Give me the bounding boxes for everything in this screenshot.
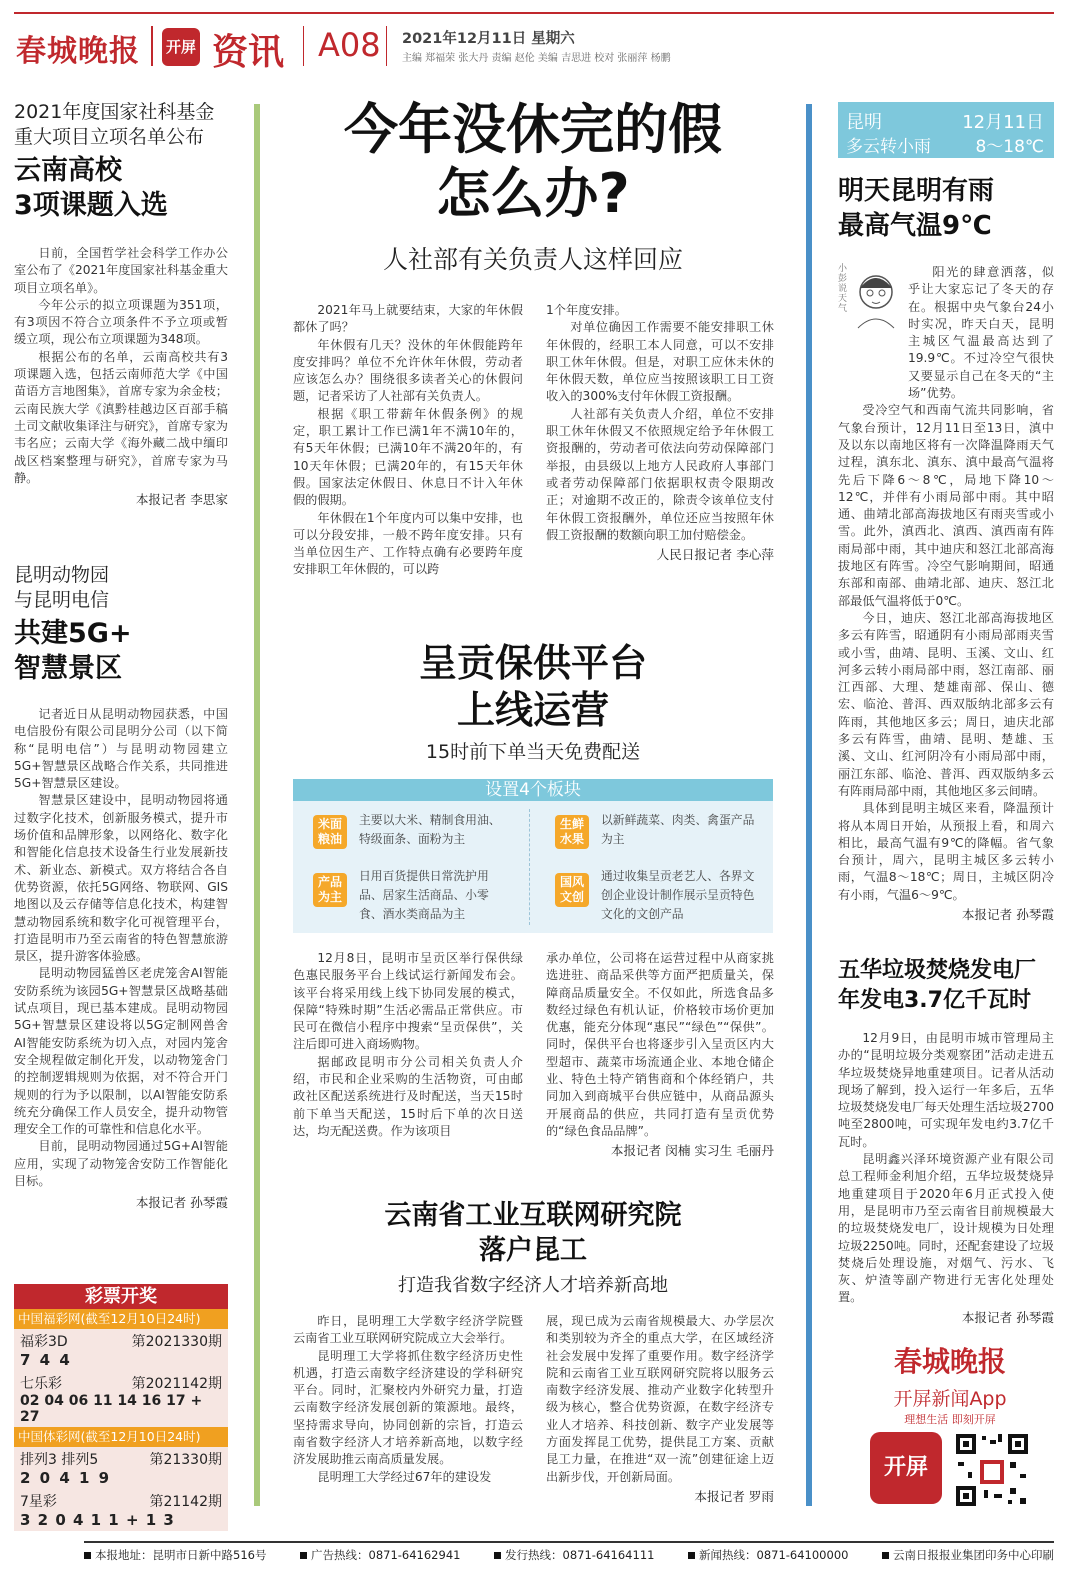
category-icon-culture: 国风文创 (555, 873, 589, 907)
weather-box (838, 102, 1054, 158)
paragraph: 目前，昆明动物园通过5G+AI智能应用，实现了动物笼舍安防工作智能化目标。 (14, 1139, 228, 1189)
lottery-issue: 第2021330期 (131, 1334, 222, 1350)
article-zoo-5g (14, 563, 228, 1211)
paragraph: 昆明动物园猛兽区老虎笼舍AI智能安防系统为该园5G+智慧景区战略基础试点项目，现已基本建成。昆明动物园5G+智慧景区建设将以5G定制网兽舍AI智能安防系统为切入点，对园内笼舍安全规程做定制化开发，以动物笼舍门的控制逻辑规则为依据，对不符合开门规则的行为予以限制，以AI智能安防系统充分确保工作人员安全，提升动物管理安全工作的可靠性和信息化水平。 (14, 966, 228, 1137)
paragraph: 受冷空气和西南气流共同影响，省气象台预计，12月11日至13日，滇中及以东以南地区将有一次降温降雨天气过程，滇东北、滇东、滇中最高气温将先后下降6～8℃，局地下降10～12℃，并伴有小雨局部中雨。其中昭通、曲靖北部高海拔地区有雨夹雪或小雪。此外，滇西北、滇西、滇西南有阵雨局部中雨，其中迪庆和怒江北部高海拔地区有阵雪。冷空气影响期间，昭通东部和南部、曲靖北部、迪庆、怒江北部最低气温将低于0℃。 (838, 403, 1054, 608)
category-desc: 主要以大米、精制食用油、特级面条、面粉为主 (359, 813, 501, 846)
footer (84, 1547, 1054, 1563)
headline-line: 上线运营 (456, 688, 609, 732)
category-icon-daily: 产品为主 (313, 873, 347, 907)
app-icon: 开屏 (870, 1432, 942, 1504)
article-headline (268, 1198, 798, 1268)
divider (303, 26, 304, 66)
headline-line: 明天昆明有雨 (838, 176, 995, 206)
category-icon-grain: 米面粮油 (313, 815, 347, 849)
column-bar-right (806, 104, 812, 1506)
article-body-col2 (546, 1313, 774, 1505)
ad-slogan: 理想生活 即刻开屏 (904, 1413, 996, 1426)
footer-item (300, 1547, 460, 1563)
footer-news-hotline: 新闻热线：0871-64100000 (699, 1548, 849, 1562)
article-body-col1 (293, 1313, 523, 1486)
paragraph: 日前，全国哲学社会科学工作办公室公布了《2021年度国家社科基金重大项目立项名单》。 (14, 246, 228, 295)
newspaper-logo: 春城晚报 (16, 34, 140, 69)
paragraph: 承办单位，公司将在运营过程中从商家挑选进驻、商品采供等方面严把质量关，保障商品质量安全。不仅如此，所选食品多数经过绿色有机认证，价格较市场价更加优惠，能充分体现“惠民”“绿色”“保供”。同时，保供平台也将逐步引入呈贡区内大型超市、蔬菜市场流通企业、本地仓储企业、特色土特产销售商和个体经销户，共同加入到商城平台供应链中，从商品源头开展商品的供应，共同打造有呈贡优势的“绿色食品品牌”。 (546, 951, 774, 1138)
editor-credits: 主编 郑福荣 张大丹 责编 赵伦 美编 吉思进 校对 张丽萍 杨鹏 (402, 53, 671, 64)
lottery-issue: 第21142期 (149, 1494, 222, 1510)
weather-temp: 8～18℃ (975, 137, 1044, 157)
app-advertisement (850, 1340, 1050, 1520)
headline-line: 年发电3.7亿千瓦时 (838, 988, 1031, 1013)
article-headline: 共建5G+ (14, 618, 132, 649)
lead-headline-line: 怎么办? (436, 162, 630, 225)
lead-headline-line: 今年没休完的假 (344, 98, 722, 161)
byline: 本报记者 李思家 (135, 492, 228, 508)
lottery-row (14, 1489, 228, 1531)
lottery-row (14, 1329, 228, 1371)
article-subheadline: 15时前下单当天免费配送 (425, 741, 641, 763)
paragraph: 对单位确因工作需要不能安排职工休年休假的，经职工本人同意，可以不安排职工休年休假。但是，对职工应休未休的年休假天数，单位应当按照该职工日工资收入的300%支付年休假工资报酬。 (546, 320, 774, 404)
section-title: 资讯 (212, 32, 285, 73)
footer-item (84, 1547, 266, 1563)
article-headline (838, 174, 1054, 244)
byline: 本报记者 孙琴霞 (961, 1309, 1054, 1325)
ad-app-name: 开屏新闻App (893, 1388, 1007, 1410)
article-body (838, 1030, 1054, 1326)
lottery-sports-header: 中国体彩网(截至12月10日24时) (14, 1427, 228, 1447)
article-headline: 云南高校 (14, 155, 122, 186)
lottery-game: 排列3 排列5 (20, 1452, 99, 1468)
footer-distribution-hotline: 发行热线：0871-64164111 (505, 1548, 655, 1562)
lottery-numbers: 7 4 4 (20, 1351, 72, 1369)
ad-logo: 春城晚报 (893, 1345, 1006, 1378)
headline-line: 最高气温9℃ (838, 211, 992, 241)
headline-line: 五华垃圾焚烧发电厂 (838, 958, 1037, 983)
paragraph: 昨日，昆明理工大学数字经济学院暨云南省工业互联网研究院成立大会举行。 (293, 1314, 523, 1346)
footer-item (688, 1547, 848, 1563)
lottery-game: 7星彩 (20, 1494, 57, 1510)
paragraph: 据邮政昆明市分公司相关负责人介绍，市民和企业采购的生活物资，可由邮政社区配送系统进行及时配送，当天15时前下单当天配送，15时后下单的次日送达，均无配送费。作为该项目 (293, 1054, 523, 1138)
top-rule (14, 12, 1054, 14)
lottery-row (14, 1447, 228, 1489)
byline: 本报记者 孙琴霞 (961, 906, 1054, 922)
article-kicker: 重大项目立项名单公布 (14, 126, 205, 148)
article-subheadline: 打造我省数字经济人才培养新高地 (398, 1275, 668, 1296)
paragraph: 今年公示的拟立项课题为351项，有3项因不符合立项条件不予立项或暂缓立项，现公布立项课题为348项。 (14, 297, 228, 347)
paragraph: 12月8日，昆明市呈贡区举行保供绿色惠民服务平台上线试运行新闻发布会。该平台将采用线上线下协同发展的模式，保障“特殊时期”生活必需品正常供应。市民可在微信小程序中搜索“呈贡保供”，关注后即可进入商场购物。 (293, 951, 523, 1052)
footer-item (882, 1547, 1054, 1563)
paragraph: 记者近日从昆明动物园获悉，中国电信股份有限公司昆明分公司（以下简称“昆明电信”）与昆明动物园建立5G+智慧景区战略合作关系，共同推进5G+智慧景区建设。 (14, 707, 228, 791)
lottery-box (14, 1284, 228, 1531)
lottery-row (14, 1371, 228, 1427)
paragraph: 今日，迪庆、怒江北部高海拔地区多云有阵雪，昭通阴有小雨局部雨夹雪或小雪，曲靖、昆明、玉溪、文山、红河多云转小雨局部中雨，怒江南部、丽江西部、大理、楚雄南部、保山、德宏、临沧、普洱、西双版纳北部多云有阵雨，其他地区多云；周日，迪庆北部多云有阵雪，曲靖、昆明、楚雄、玉溪、文山、红河阴冷有小雨局部中雨，丽江东部、临沧、普洱、西双版纳多云有阵雨局部中雨，其他地区多云间晴。 (838, 610, 1054, 798)
qr-code-icon (954, 1432, 1030, 1508)
article-social-science-fund (14, 100, 228, 508)
lottery-numbers: 3 2 0 4 1 1 + 1 3 (20, 1511, 175, 1529)
article-headline (268, 640, 798, 734)
paragraph: 2021年马上就要结束，大家的年休假都休了吗？ (293, 303, 523, 335)
weather-condition: 多云转小雨 (846, 137, 931, 157)
paragraph: 1个年度安排。 (546, 303, 627, 317)
article-kicker: 2021年度国家社科基金 (14, 101, 215, 123)
box-title: 设置4个板块 (293, 779, 773, 801)
lottery-title: 彩票开奖 (14, 1284, 228, 1309)
category-box (293, 801, 773, 933)
page-number: A08 (318, 26, 381, 64)
article-headline (838, 956, 1054, 1016)
divider (151, 26, 153, 66)
paragraph: 年休假有几天？没休的年休假能跨年度安排吗？单位不允许休年休假，劳动者应该怎么办？围绕很多读者关心的休假问题，记者采访了人社部有关负责人。 (293, 337, 523, 404)
paragraph: 12月9日，由昆明市城市管理局主办的“昆明垃圾分类观察团”活动走进五华垃圾焚烧异地重建项目。记者从活动现场了解到，投入运行一年多后，五华垃圾焚烧发电厂每天处理生活垃圾2700吨至2800吨，可实现年发电约3.7亿千瓦时。 (838, 1031, 1054, 1149)
lottery-numbers: 2 0 4 1 9 (20, 1469, 112, 1487)
byline: 人民日报记者 李心萍 (656, 547, 774, 563)
divider (386, 26, 387, 66)
column-bar-left (254, 104, 260, 1506)
avatar-label: 小彭说天气 (838, 264, 848, 314)
article-headline: 3项课题入选 (14, 190, 168, 221)
headline-line: 云南省工业互联网研究院 (384, 1200, 682, 1231)
footer-address: 本报地址：昆明市日新中路516号 (95, 1548, 267, 1562)
paragraph: 智慧景区建设中，昆明动物园将通过数字化技术，创新服务模式，提升市场价值和品牌形象，以网络化、数字化和智能化信息技术设备生行业发展新技术、新业态、新模式。双方将结合各自优势资源，依托5G网络、物联网、GIS地图以及云存储等信息化技术，构建智慧动物园系统和数字化可视管理平台，打造昆明市乃至云南省的特色智慧旅游景区，提升游客体验感。 (14, 793, 228, 964)
paragraph: 昆明鑫兴泽环境资源产业有限公司总工程师金利旭介绍，五华垃圾焚烧异地重建项目于2020年6月正式投入使用，是昆明市乃至云南省目前规模最大的垃圾焚烧发电厂，设计规模为日处理垃圾2250吨。同时，还配套建设了垃圾焚烧后处理设施，对烟气、污水、飞灰、炉渣等副产物进行无害化处理处置。 (838, 1152, 1054, 1305)
lottery-issue: 第21330期 (149, 1452, 222, 1468)
lead-subheadline: 人社部有关负责人这样回应 (382, 245, 683, 274)
issue-date: 2021年12月11日 星期六 (402, 31, 575, 47)
divider (529, 809, 530, 925)
article-kicker: 昆明动物园 (14, 564, 110, 586)
lottery-welfare-header: 中国福彩网(截至12月10日24时) (14, 1309, 228, 1329)
byline: 本报记者 孙琴霞 (135, 1195, 228, 1211)
byline: 本报记者 闵楠 实习生 毛丽丹 (610, 1143, 774, 1159)
weather-city: 昆明 (846, 112, 882, 133)
footer-ad-hotline: 广告热线：0871-64162941 (311, 1548, 461, 1562)
category-desc: 日用百货提供日常洗护用品、居家生活商品、小零食、酒水类商品为主 (359, 869, 489, 921)
article-body-col2 (546, 950, 774, 1160)
headline-line: 呈贡保供平台 (418, 641, 647, 685)
article-headline: 智慧景区 (14, 653, 122, 684)
paragraph: 昆明理工大学将抓住数字经济历史性机遇，打造云南数字经济建设的学科研究平台。同时，汇聚校内外研究力量，打造云南数字经济发展创新的策源地。最终，坚持需求导向，协同创新的宗旨，打造云南省数字经济人才培养新高地，以数字经济发展助推云南高质量发展。 (293, 1348, 523, 1467)
lead-headline (268, 98, 798, 226)
footer-printer: 云南日报报业集团印务中心印刷 (893, 1548, 1054, 1562)
lottery-game: 福彩3D (20, 1334, 68, 1350)
byline: 本报记者 罗雨 (694, 1488, 774, 1504)
paragraph: 阳光的肆意洒落，似乎让大家忘记了冬天的存在。根据中央气象台24小时实况，昨天白天，昆明主城区气温最高达到了19.9℃。不过冷空气很快又要显示自己在冬天的“主场”优势。 (908, 265, 1054, 401)
lottery-issue: 第2021142期 (131, 1376, 222, 1392)
app-icon: 开屏 (162, 28, 200, 66)
paragraph: 昆明理工大学经过67年的建设发 (317, 1469, 492, 1484)
category-desc: 以新鲜蔬菜、肉类、禽蛋产品为主 (601, 813, 755, 846)
article-body (14, 245, 228, 487)
category-desc: 通过收集呈贡老艺人、各界文创企业设计制作展示呈贡特色文化的文创产品 (601, 869, 755, 921)
article-body-col1 (293, 302, 523, 579)
footer-rule (84, 1541, 1054, 1543)
paragraph: 人社部有关负责人介绍，单位不安排职工休年休假又不依照规定给予年休假工资报酬的，劳动者可依法向劳动保障部门举报，由县级以上地方人民政府人事部门或者劳动保障部门依据职权责令限期改正；对逾期不改正的，除责令该单位支付年休假工资报酬外，单位还应当按照年休假工资报酬的数额向职工加付赔偿金。 (546, 406, 774, 542)
article-body (838, 264, 1054, 923)
article-body-col2 (546, 302, 774, 563)
article-body (14, 706, 228, 1190)
article-kicker: 与昆明电信 (14, 589, 110, 611)
headline-line: 落户昆工 (479, 1235, 587, 1266)
footer-item (494, 1547, 654, 1563)
paragraph: 具体到昆明主城区来看，降温预计将从本周日开始，从预报上看，和周六相比，最高气温有9℃的降幅。省气象台预计，周六，昆明主城区多云转小雨，气温8～18℃；周日，主城区阴冷有小雨，气温6～9℃。 (838, 801, 1054, 902)
category-icon-fresh: 生鲜水果 (555, 815, 589, 849)
paragraph: 根据公布的名单，云南高校共有3项课题入选，包括云南师范大学《中国苗语方言地图集》，首席专家为余金枝；云南民族大学《滇黔桂越边区百部手稿土司文献收集译注与研究》，首席专家为韦名应；云南大学《海外藏二战中缅印战区档案整理与研究》，首席专家为马静。 (14, 349, 228, 485)
article-body-col1 (293, 950, 523, 1140)
lottery-numbers: 02 04 06 11 14 16 17 + 27 (20, 1393, 203, 1425)
paragraph: 年休假在1个年度内可以集中安排，也可以分段安排，一般不跨年度安排。只有当单位因生产、工作特点确有必要跨年度安排职工年休假的，可以跨 (293, 510, 523, 577)
weather-date: 12月11日 (962, 112, 1044, 133)
lottery-game: 七乐彩 (20, 1376, 62, 1392)
paragraph: 根据《职工带薪年休假条例》的规定，职工累计工作已满1年不满10年的，有5天年休假；已满10年不满20年的，有10天年休假；已满20年的，有15天年休假。国家法定休假日、休息日不计入年休假的假期。 (293, 406, 523, 508)
paragraph: 展，现已成为云南省规模最大、办学层次和类别较为齐全的重点大学，在区域经济社会发展中发挥了重要作用。数字经济学院和云南省工业互联网研究院将以服务云南数字经济发展、推动产业数字化转型升级为核心，整合优势资源，在数字经济专业人才培养、科技创新、数字产业发展等方面发挥昆工优势，提供昆工方案、贡献昆工力量，在推进“双一流”创建征途上迈出新步伐，开创新局面。 (546, 1314, 774, 1484)
